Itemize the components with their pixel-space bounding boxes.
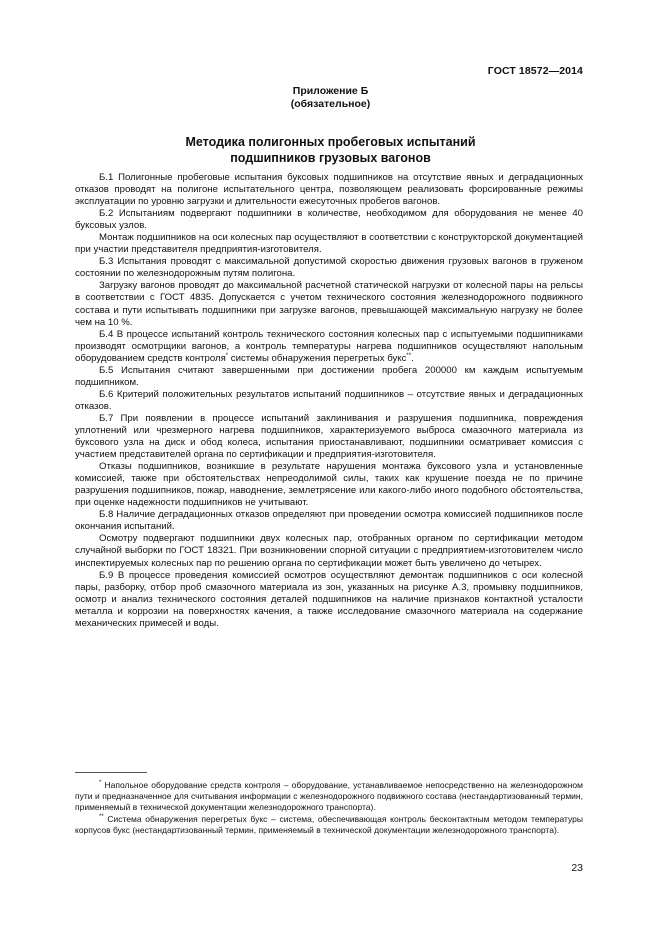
page-number: 23 xyxy=(571,862,583,874)
paragraph: Б.3 Испытания проводят с максимальной допустимой скоростью движения грузовых вагонов в груженом состоянии по железнодорожным путям полигона. xyxy=(75,256,583,280)
annex-title: Приложение Б xyxy=(292,85,369,97)
paragraph: Б.1 Полигонные пробеговые испытания буксовых подшипников на отсутствие явных и деградационных отказов проводят на полигоне испытательного центра, позволяющем реализовать форсированные режимы эксплуатации по уровню загрузки и длительности ежесуточных пробегов вагонов. xyxy=(75,172,583,208)
footnote-ref-1: * xyxy=(225,352,229,359)
footnote-mark: * xyxy=(99,780,102,787)
paragraph: Б.9 В процессе проведения комиссией осмотров осуществляют демонтаж подшипников с оси колесной пары, разборку, отбор проб смазочного материала из зон, указанных на рисунке А.3, промывку подшипников, осмотр и анализ технического состояния деталей подшипников на наличие признаков контактной усталости металла и коррозии на поверхностях качения, а также исследование смазочного материала на содержание механических примесей и воды. xyxy=(75,569,583,629)
annex-status: (обязательное) xyxy=(290,98,371,110)
paragraph: Б.2 Испытаниям подвергают подшипники в количестве, необходимом для оборудования не менее 40 буксовых узлов. xyxy=(75,208,583,232)
footnote-divider xyxy=(75,772,147,773)
footnote-text: Напольное оборудование средств контроля – оборудование, устанавливаемое непосредственно на железнодорожном пути и предназначенное для считывания информации с железнодорожного подвижного состава (нестандартизованный термин, применяемый в технической документации железнодорожного транспорта). xyxy=(75,780,583,813)
document-code: ГОСТ 18572—2014 xyxy=(487,65,583,77)
paragraph: Осмотру подвергают подшипники двух колесных пар, отобранных органом по сертификации методом случайной выборки по ГОСТ 18321. При возникновении спорной ситуации с предприятием-изготовителем число инспектируемых колесных пар по решению органа по сертификации может быть увеличено до четырех. xyxy=(75,533,583,569)
paragraph: Б.7 При появлении в процессе испытаний заклинивания и разрушения подшипника, повреждения уплотнений или чрезмерного нагрева подшипников, характеризуемого выбросa смазочного материала из буксового узла на диск и обод колеса, испытания приостанавливают, подшипники осматривает комиссия с участием представителей органа по сертификации и предприятия-изготовителя. xyxy=(75,412,583,461)
body-text xyxy=(75,172,583,630)
footnote-ref-2: ** xyxy=(406,352,412,359)
footnote-2 xyxy=(75,814,583,836)
section-title-line-2: подшипников грузовых вагонов xyxy=(230,151,431,165)
footnote-1 xyxy=(75,780,583,813)
paragraph-b4 xyxy=(75,329,583,365)
paragraph: Отказы подшипников, возникшие в результате нарушения монтажа буксового узла и установленные комиссией, также при обстоятельствах непреодолимой силы, таких как крушение поезда не по причине разрушения подшипников, пожар, наводнение, землетрясение или какого-либо иного подобного обстоятельства, при оценке надежности подшипников не учитывают. xyxy=(75,461,583,509)
paragraph-b4-text-a: Б.4 В процессе испытаний контроль технического состояния колесных пар с испытуемыми подшипниками производят осмотрщики вагонов, а контроль температуры нагрева подшипников осуществляют напольным оборудованием средств контроля xyxy=(75,328,583,364)
paragraph: Загрузку вагонов проводят до максимальной расчетной статической нагрузки от колесной пары на рельсы в соответствии с ГОСТ 4835. Допускается с учетом технического состояния железнодорожного подвижного состава и пути испытывать подшипники при загрузке вагонов, превышающей максимальную нагрузку не более чем на 10 %. xyxy=(75,280,583,328)
footnote-mark: ** xyxy=(99,814,104,821)
paragraph-b4-text-c: . xyxy=(411,352,414,364)
section-title xyxy=(0,134,661,166)
paragraph: Монтаж подшипников на оси колесных пар осуществляют в соответствии с конструкторской документацией при участии представителя предприятия-изготовителя. xyxy=(75,232,583,256)
section-title-line-1: Методика полигонных пробеговых испытаний xyxy=(185,135,476,149)
footnotes xyxy=(75,780,583,837)
paragraph-b4-text-b: системы обнаружения перегретых букс xyxy=(228,352,407,364)
paragraph: Б.5 Испытания считают завершенными при достижении пробега 200000 км каждым испытуемым подшипником. xyxy=(75,364,583,388)
paragraph: Б.8 Наличие деградационных отказов определяют при проведении осмотра комиссией подшипников после окончания испытаний. xyxy=(75,509,583,533)
paragraph: Б.6 Критерий положительных результатов испытаний подшипников – отсутствие явных и деградационных отказов. xyxy=(75,388,583,412)
footnote-text: Система обнаружения перегретых букс – система, обеспечивающая контроль бесконтактным методом температуры корпусов букс (нестандартизованный термин, применяемый в технической документации железнодорожного транспорта). xyxy=(75,814,583,836)
